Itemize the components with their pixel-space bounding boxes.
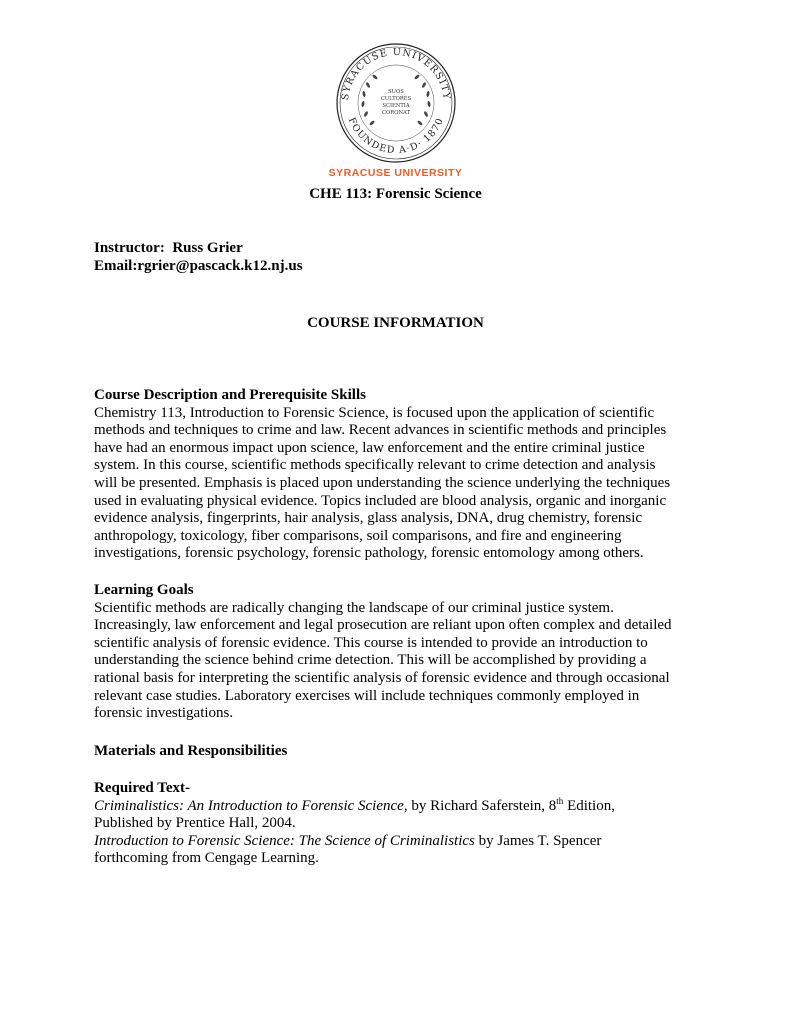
seal-motto-line: CULTORES bbox=[380, 96, 412, 102]
body-line: used in evaluating physical evidence. Topics included are blood analysis, organic and inorganic bbox=[94, 492, 667, 509]
body-line: evidence analysis, fingerprints, hair analysis, glass analysis, DNA, drug chemistry, forensic bbox=[94, 510, 643, 527]
book1-ordinal: th bbox=[556, 795, 564, 806]
section-heading: Required Text- bbox=[94, 780, 190, 796]
course-title: CHE 113: Forensic Science bbox=[309, 186, 482, 202]
body-line: have had an enormous impact upon science, law enforcement and the entire criminal justice bbox=[94, 439, 645, 456]
email-line bbox=[94, 258, 303, 276]
body-line: Increasingly, law enforcement and legal prosecution are reliant upon often complex and detailed bbox=[94, 617, 672, 634]
body-line: rational basis for interpreting the scientific analysis of forensic evidence and through occasional bbox=[94, 669, 670, 686]
required-text-section bbox=[94, 780, 704, 868]
body-line: understanding the science behind crime detection. This will be accomplished by providing a bbox=[94, 652, 647, 669]
body-line: Chemistry 113, Introduction to Forensic Science, is focused upon the application of scientific bbox=[94, 404, 655, 421]
seal-motto-line: SUOS bbox=[388, 89, 404, 95]
seal-motto-line: CORONAT bbox=[382, 110, 410, 116]
book2-line bbox=[94, 833, 704, 851]
course-description-section bbox=[94, 387, 704, 563]
body-line: will be presented. Emphasis is placed upon understanding the science underlying the techniques bbox=[94, 474, 671, 491]
book1-publisher: Published by Prentice Hall, 2004. bbox=[94, 815, 296, 832]
instructor-line bbox=[94, 240, 243, 258]
seal-ring-bottom-text: FOUNDED A·D· 1870 bbox=[345, 115, 447, 157]
book2-title: Introduction to Forensic Science: The Science of Criminalistics bbox=[94, 832, 475, 849]
body-line: investigations, forensic psychology, forensic pathology, forensic entomology among others. bbox=[94, 545, 644, 562]
instructor-name: Russ Grier bbox=[172, 240, 243, 256]
university-wordmark: SYRACUSE UNIVERSITY bbox=[328, 167, 463, 179]
body-line: forensic investigations. bbox=[94, 705, 234, 722]
seal-ring-top-text: SYRACUSE UNIVERSITY bbox=[339, 46, 453, 101]
book1-author: , by Richard Saferstein, 8 bbox=[403, 797, 557, 814]
body-line: Scientific methods are radically changing the landscape of our criminal justice system. bbox=[94, 599, 614, 616]
book1-line bbox=[94, 795, 704, 816]
materials-heading: Materials and Responsibilities bbox=[94, 743, 288, 759]
section-heading: Course Description and Prerequisite Skills bbox=[94, 387, 366, 403]
course-information-heading: COURSE INFORMATION bbox=[307, 315, 484, 331]
body-line: relevant case studies. Laboratory exercises will include techniques commonly employed in bbox=[94, 687, 640, 704]
seal-motto-line: SCIENTIA bbox=[382, 103, 410, 109]
learning-goals-section bbox=[94, 582, 704, 723]
email-address[interactable]: rgrier@pascack.k12.nj.us bbox=[137, 258, 303, 274]
book1-edition: Edition, bbox=[563, 797, 615, 814]
body-line: system. In this course, scientific methods specifically relevant to crime detection and analysis bbox=[94, 457, 656, 474]
book2-publisher: forthcoming from Cengage Learning. bbox=[94, 850, 319, 867]
body-line: scientific analysis of forensic evidence. This course is intended to provide an introduction to bbox=[94, 634, 648, 651]
instructor-label: Instructor: bbox=[94, 240, 165, 256]
section-heading: Learning Goals bbox=[94, 582, 194, 598]
email-label: Email: bbox=[94, 258, 138, 274]
book1-title: Criminalistics: An Introduction to Forensic Science bbox=[94, 797, 404, 814]
body-line: anthropology, toxicology, fiber comparisons, soil comparisons, and fire and engineering bbox=[94, 527, 622, 544]
university-seal bbox=[335, 42, 457, 164]
book2-author: by James T. Spencer bbox=[474, 832, 602, 849]
body-line: methods and techniques to crime and law. Recent advances in scientific methods and principles bbox=[94, 422, 667, 439]
